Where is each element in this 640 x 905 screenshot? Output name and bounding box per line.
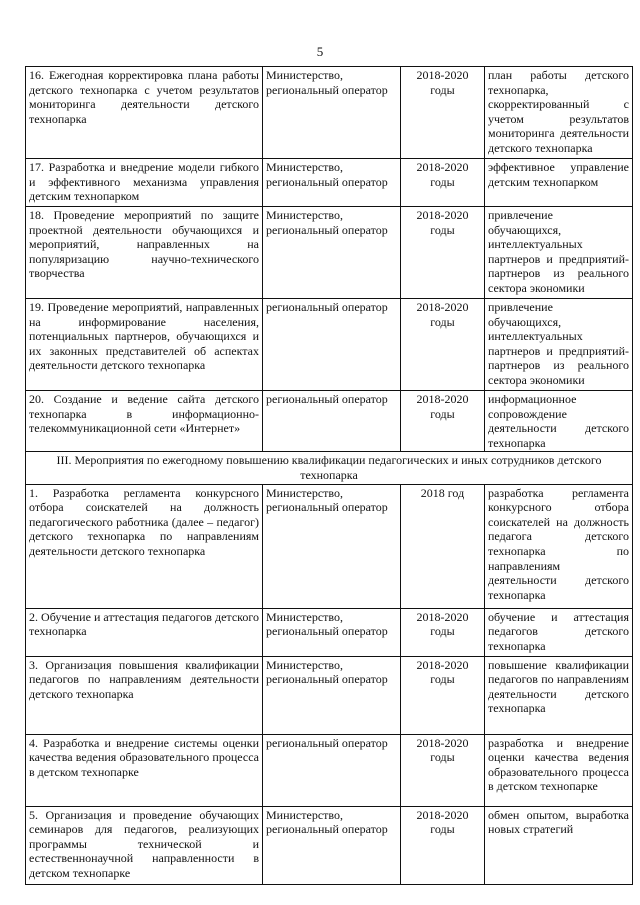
period-cell: 2018 год: [401, 484, 485, 608]
activity-cell: 19. Проведение мероприятий, направленных на информирование населения, потенциальных партнеров, обучающихся и их законных представителей об аспектах деятельности детского технопарка: [26, 299, 263, 391]
table-row: [26, 734, 633, 806]
activity-cell: 2. Обучение и аттестация педагогов детского технопарка: [26, 608, 263, 656]
page-number: 5: [316, 44, 324, 59]
activity-cell: 4. Разработка и внедрение системы оценки качества ведения образовательного процесса в детском технопарке: [26, 734, 263, 806]
activity-cell: 18. Проведение мероприятий по защите проектной деятельности обучающихся и мероприятий, направленных на популяризацию научно-технического творчества: [26, 207, 263, 299]
result-cell: привлечение обучающихся, интеллектуальных партнеров и предприятий-партнеров из реального сектора экономики: [485, 207, 633, 299]
result-cell: разработка и внедрение оценки качества ведения образовательного процесса в детском технопарке: [485, 734, 633, 806]
table-body-part-3: [26, 484, 633, 884]
responsible-cell: региональный оператор: [263, 391, 401, 452]
section-header-row: [26, 452, 633, 484]
table-row: [26, 484, 633, 608]
period-cell: 2018-2020 годы: [401, 67, 485, 159]
activity-cell: 17. Разработка и внедрение модели гибкого и эффективного механизма управления детским технопарком: [26, 159, 263, 207]
result-cell: план работы детского технопарка, скорректированный с учетом результатов мониторинга деятельности детского технопарка: [485, 67, 633, 159]
table-row: [26, 67, 633, 159]
result-cell: привлечение обучающихся, интеллектуальных партнеров и предприятий-партнеров из реального сектора экономики: [485, 299, 633, 391]
responsible-cell: Министерство, региональный оператор: [263, 608, 401, 656]
activity-cell: 5. Организация и проведение обучающих семинаров для педагогов, реализующих программы технической и естественнонаучной направленности в детском технопарке: [26, 806, 263, 884]
responsible-cell: Министерство, региональный оператор: [263, 67, 401, 159]
table-row: [26, 391, 633, 452]
result-cell: обучение и аттестация педагогов детского технопарка: [485, 608, 633, 656]
period-cell: 2018-2020 годы: [401, 806, 485, 884]
period-cell: 2018-2020 годы: [401, 656, 485, 734]
responsible-cell: Министерство, региональный оператор: [263, 159, 401, 207]
activities-table: [25, 66, 633, 885]
table-row: [26, 608, 633, 656]
table-row: [26, 299, 633, 391]
activity-cell: 3. Организация повышения квалификации педагогов по направлениям деятельности детского технопарка: [26, 656, 263, 734]
activity-cell: 1. Разработка регламента конкурсного отбора соискателей на должность педагогического работника (далее – педагог) детского технопарка по направлениям деятельности детского технопарка: [26, 484, 263, 608]
result-cell: разработка регламента конкурсного отбора соискателей на должность педагога детского технопарка по направлениям деятельности детского технопарка: [485, 484, 633, 608]
period-cell: 2018-2020 годы: [401, 608, 485, 656]
period-cell: 2018-2020 годы: [401, 734, 485, 806]
table-body-part-2: [26, 67, 633, 452]
responsible-cell: Министерство, региональный оператор: [263, 656, 401, 734]
period-cell: 2018-2020 годы: [401, 391, 485, 452]
period-cell: 2018-2020 годы: [401, 159, 485, 207]
responsible-cell: Министерство, региональный оператор: [263, 806, 401, 884]
result-cell: информационное сопровождение деятельности детского технопарка: [485, 391, 633, 452]
table-row: [26, 806, 633, 884]
responsible-cell: региональный оператор: [263, 734, 401, 806]
table-section-header-group: [26, 452, 633, 484]
period-cell: 2018-2020 годы: [401, 207, 485, 299]
table-row: [26, 656, 633, 734]
section-title: III. Мероприятия по ежегодному повышению квалификации педагогических и иных сотрудников детского технопарка: [26, 452, 633, 484]
activity-cell: 16. Ежегодная корректировка плана работы детского технопарка с учетом результатов мониторинга деятельности детского технопарка: [26, 67, 263, 159]
period-cell: 2018-2020 годы: [401, 299, 485, 391]
result-cell: эффективное управление детским технопарком: [485, 159, 633, 207]
table-row: [26, 207, 633, 299]
responsible-cell: Министерство, региональный оператор: [263, 484, 401, 608]
responsible-cell: Министерство, региональный оператор: [263, 207, 401, 299]
table-row: [26, 159, 633, 207]
responsible-cell: региональный оператор: [263, 299, 401, 391]
activity-cell: 20. Создание и ведение сайта детского технопарка в информационно-телекоммуникационной сети «Интернет»: [26, 391, 263, 452]
result-cell: обмен опытом, выработка новых стратегий: [485, 806, 633, 884]
result-cell: повышение квалификации педагогов по направлениям деятельности детского технопарка: [485, 656, 633, 734]
